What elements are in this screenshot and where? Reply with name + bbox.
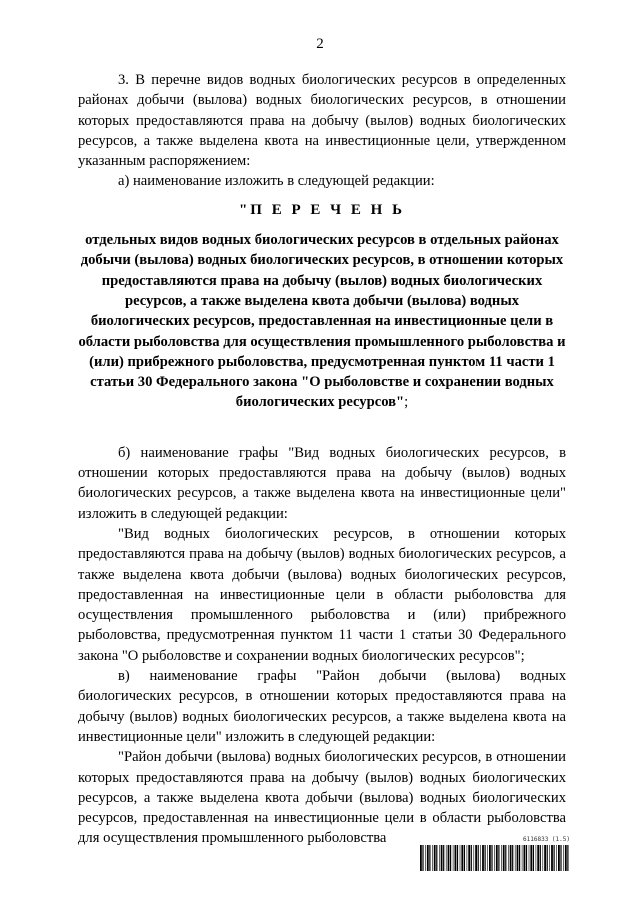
item-a: а) наименование изложить в следующей редакции: <box>118 173 435 190</box>
heading-subtitle: отдельных видов водных биологических ресурсов в отдельных районах добычи (вылова) водных биологических ресурсов, в отношении которых предоставляются права на добычу (вылов) водных биологических ресурсов, а также выделена квота добычи (вылова) водных биологических ресурсов, предоставленная на инвестиционные цели в области рыболовства для осуществления промышленного рыболовства и (или) прибрежного рыболовства, предусмотренная пунктом 11 части 1 статьи 30 Федерального закона "О рыболовстве и сохранении водных биологических ресурсов" <box>78 232 566 411</box>
barcode-code: 6116833 (1.5) <box>523 836 570 843</box>
document-body <box>78 70 566 849</box>
item-b-quote: "Вид водных биологических ресурсов, в отношении которых предоставляются права на добычу (вылов) водных биологических ресурсов, а также выделена квота добычи (вылова) водных биологических ресурсов, предоставленная на инвестиционные цели в области рыболовства для осуществления промышленного рыболовства и (или) прибрежного рыболовства, предусмотренная пунктом 11 части 1 статьи 30 Федерального закона "О рыболовстве и сохранении водных биологических ресурсов"; <box>78 525 566 664</box>
barcode-block <box>420 836 570 871</box>
spacer <box>78 413 566 443</box>
item-v-quote: "Район добычи (вылова) водных биологических ресурсов, в отношении которых предоставляются права на добычу (вылов) водных биологических ресурсов, а также выделена квота добычи (вылова) водных биологических ресурсов, предоставленная на инвестиционные цели в области рыболовства для осуществления промышленного рыболовства <box>78 749 566 847</box>
section-3-intro: 3. В перечне видов водных биологических ресурсов в определенных районах добычи (вылова) водных биологических ресурсов, в отношении которых предоставляются права на добычу (вылов) водных биологических ресурсов, а также выделена квота на инвестиционные цели, утвержденном указанным распоряжением: <box>78 72 566 170</box>
heading-subtitle-end: ; <box>404 394 409 411</box>
item-b: б) наименование графы "Вид водных биологических ресурсов, в отношении которых предоставляются права на добычу (вылов) водных биологических ресурсов, а также выделена квота на инвестиционные цели" изложить в следующей редакции: <box>78 444 566 522</box>
heading-title: "П Е Р Е Ч Е Н Ь <box>238 201 405 218</box>
heading-subtitle-block <box>78 230 566 413</box>
list-heading <box>78 200 566 413</box>
page-number: 2 <box>316 36 324 52</box>
barcode-image <box>420 845 570 871</box>
item-v: в) наименование графы "Район добычи (вылова) водных биологических ресурсов, в отношении которых предоставляются права на добычу (вылов) водных биологических ресурсов, а также выделена квота на инвестиционные цели" изложить в следующей редакции: <box>78 668 566 745</box>
